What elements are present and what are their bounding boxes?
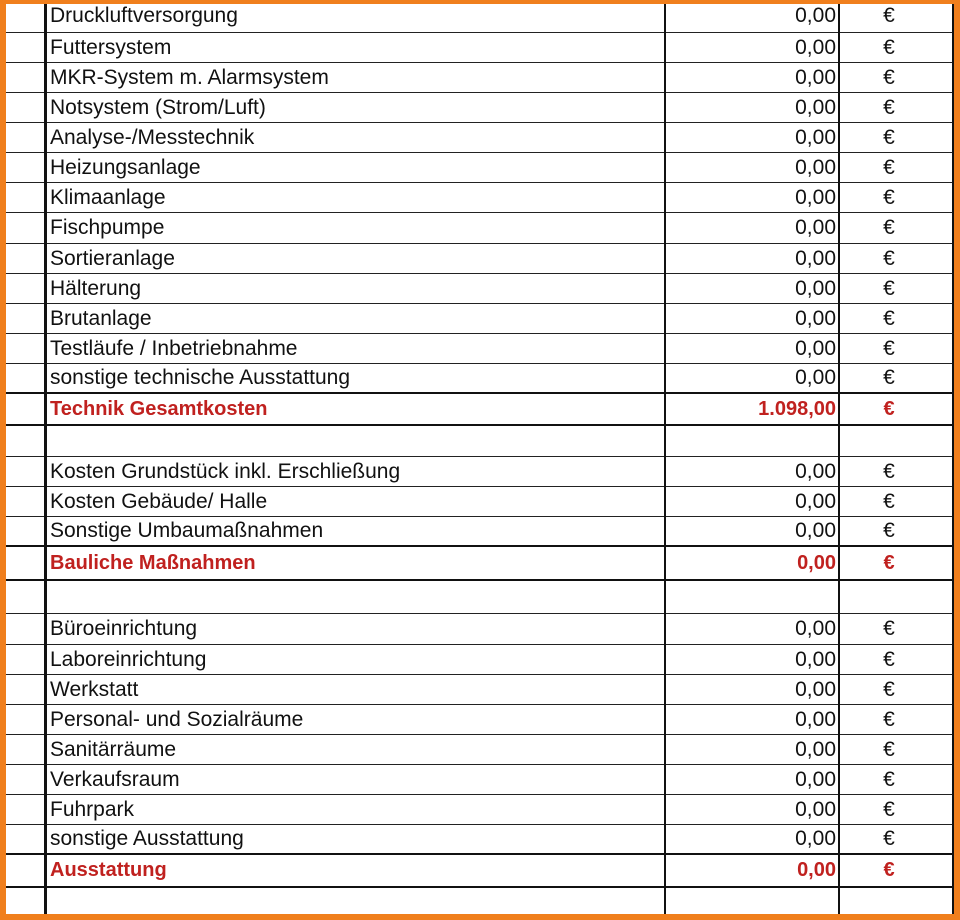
currency-symbol: €: [883, 617, 895, 640]
currency-symbol: €: [883, 797, 895, 821]
table-row: [0, 645, 960, 675]
item-label: Hälterung: [50, 276, 142, 300]
total-label: Ausstattung: [50, 859, 167, 881]
table-row: [0, 457, 960, 487]
item-value: 0,00: [795, 767, 836, 791]
currency-symbol: [840, 426, 952, 456]
item-value: 0,00: [795, 185, 836, 209]
item-label: [48, 426, 666, 456]
item-value: [666, 581, 836, 613]
item-value: 0,00: [795, 737, 836, 761]
currency-symbol: €: [883, 827, 895, 850]
currency-symbol: €: [883, 35, 895, 59]
item-value: 0,00: [795, 216, 836, 239]
item-label: Druckluftversorgung: [50, 4, 238, 27]
total-value: 0,00: [797, 859, 836, 881]
currency-symbol: [840, 888, 952, 920]
item-value: 0,00: [795, 827, 836, 850]
currency-symbol: €: [883, 707, 895, 731]
table-row: [0, 0, 960, 33]
currency-symbol: €: [883, 366, 895, 389]
table-row: [0, 735, 960, 765]
currency-symbol: €: [883, 336, 895, 360]
table-row: [0, 334, 960, 364]
item-value: [666, 888, 836, 920]
item-label: Personal- und Sozialräume: [50, 707, 304, 731]
table-row: [0, 517, 960, 547]
currency-symbol: €: [883, 459, 895, 483]
currency-symbol: €: [883, 859, 895, 881]
item-value: 0,00: [795, 4, 836, 27]
table-row: [0, 213, 960, 244]
table-row: [0, 244, 960, 274]
item-label: Kosten Gebäude/ Halle: [50, 489, 268, 513]
item-label: Testläufe / Inbetriebnahme: [50, 336, 298, 360]
item-value: 0,00: [795, 707, 836, 731]
column-gridline: [664, 0, 666, 920]
item-label: Sortieranlage: [50, 246, 175, 270]
item-label: Fuhrpark: [50, 797, 135, 821]
currency-symbol: [840, 581, 952, 613]
currency-symbol: €: [883, 216, 895, 239]
total-label: Bauliche Maßnahmen: [50, 551, 256, 574]
column-gridline: [44, 0, 47, 920]
item-label: Sonstige Umbaumaßnahmen: [50, 519, 324, 542]
total-row: [0, 855, 960, 888]
total-row: [0, 547, 960, 581]
item-label: [48, 888, 666, 920]
table-row: [0, 614, 960, 645]
item-value: [666, 426, 836, 456]
table-row: [0, 183, 960, 213]
item-value: 0,00: [795, 246, 836, 270]
item-label: Brutanlage: [50, 306, 152, 330]
empty-row: [0, 426, 960, 457]
table-row: [0, 487, 960, 517]
currency-symbol: €: [883, 767, 895, 791]
item-label: [48, 581, 666, 613]
item-value: 0,00: [795, 155, 836, 179]
currency-symbol: €: [883, 65, 895, 89]
item-value: 0,00: [795, 519, 836, 542]
item-label: sonstige technische Ausstattung: [50, 366, 351, 389]
item-value: 0,00: [795, 677, 836, 701]
item-label: Büroeinrichtung: [50, 617, 198, 640]
table-row: [0, 93, 960, 123]
table-row: [0, 33, 960, 63]
currency-symbol: €: [883, 489, 895, 513]
item-value: 0,00: [795, 65, 836, 89]
currency-symbol: €: [883, 155, 895, 179]
total-value: 1.098,00: [758, 397, 836, 420]
item-value: 0,00: [795, 336, 836, 360]
currency-symbol: €: [883, 185, 895, 209]
total-label: Technik Gesamtkosten: [50, 397, 268, 420]
table-row: [0, 153, 960, 183]
item-label: Laboreinrichtung: [50, 647, 207, 671]
item-label: Verkaufsraum: [50, 767, 180, 791]
table-row: [0, 364, 960, 394]
table-row: [0, 63, 960, 93]
table-row: [0, 795, 960, 825]
table-row: [0, 705, 960, 735]
item-value: 0,00: [795, 647, 836, 671]
item-label: Werkstatt: [50, 677, 139, 701]
item-label: Kosten Grundstück inkl. Erschließung: [50, 459, 401, 483]
item-value: 0,00: [795, 306, 836, 330]
item-value: 0,00: [795, 459, 836, 483]
total-row: [0, 394, 960, 426]
item-value: 0,00: [795, 35, 836, 59]
table-row: [0, 675, 960, 705]
empty-row: [0, 581, 960, 614]
item-label: Fischpumpe: [50, 216, 165, 239]
table-row: [0, 765, 960, 795]
item-value: 0,00: [795, 366, 836, 389]
item-label: Analyse-/Messtechnik: [50, 125, 255, 149]
currency-symbol: €: [883, 551, 895, 574]
item-label: Heizungsanlage: [50, 155, 201, 179]
currency-symbol: €: [883, 397, 895, 420]
column-gridline: [838, 0, 840, 920]
currency-symbol: €: [883, 276, 895, 300]
item-value: 0,00: [795, 95, 836, 119]
item-label: Klimaanlage: [50, 185, 166, 209]
item-value: 0,00: [795, 276, 836, 300]
currency-symbol: €: [883, 246, 895, 270]
table-row: [0, 825, 960, 855]
item-value: 0,00: [795, 797, 836, 821]
table-row: [0, 274, 960, 304]
currency-symbol: €: [883, 125, 895, 149]
item-label: MKR-System m. Alarmsystem: [50, 65, 329, 89]
currency-symbol: €: [883, 519, 895, 542]
item-label: Futtersystem: [50, 35, 172, 59]
table-row: [0, 304, 960, 334]
table-row: [0, 123, 960, 153]
currency-symbol: €: [883, 647, 895, 671]
empty-row: [0, 888, 960, 920]
currency-symbol: €: [883, 677, 895, 701]
currency-symbol: €: [883, 737, 895, 761]
item-label: Sanitärräume: [50, 737, 177, 761]
currency-symbol: €: [883, 4, 895, 27]
currency-symbol: €: [883, 95, 895, 119]
item-value: 0,00: [795, 617, 836, 640]
item-label: Notsystem (Strom/Luft): [50, 95, 266, 119]
item-value: 0,00: [795, 125, 836, 149]
currency-symbol: €: [883, 306, 895, 330]
item-label: sonstige Ausstattung: [50, 827, 244, 850]
item-value: 0,00: [795, 489, 836, 513]
column-gridline: [952, 0, 954, 920]
total-value: 0,00: [797, 551, 836, 574]
